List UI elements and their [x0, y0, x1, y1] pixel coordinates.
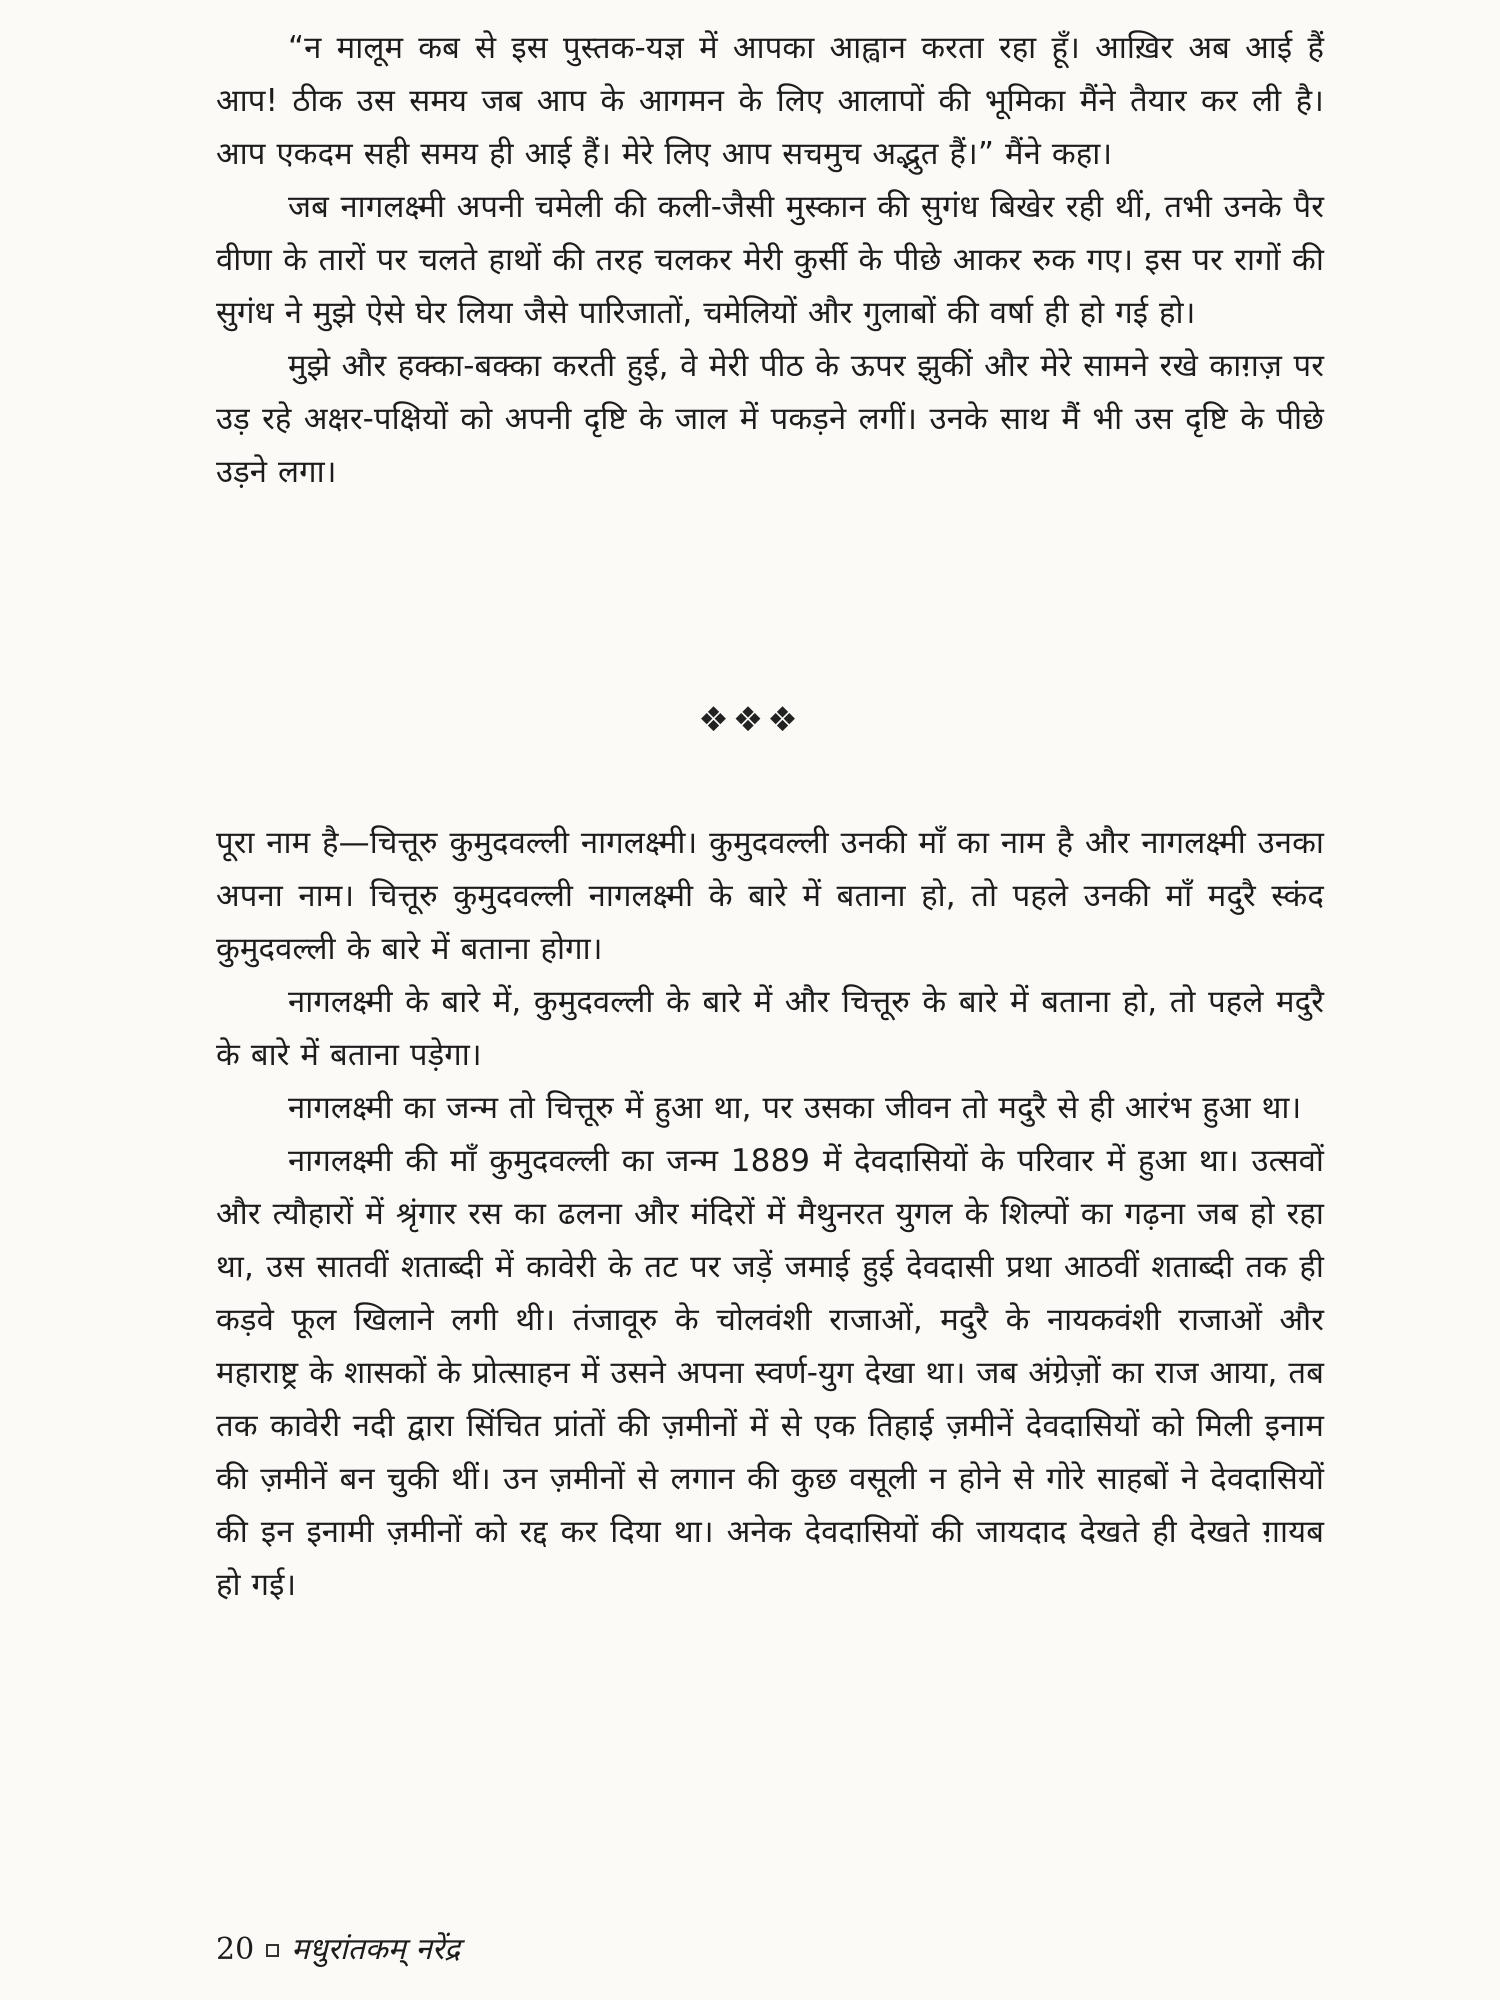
section-divider: ❖❖❖: [698, 700, 802, 740]
paragraph: नागलक्ष्मी के बारे में, कुमुदवल्ली के बारे में और चित्तूरु के बारे में बताना हो, तो पहले मदुरै के बारे में बताना पड़ेगा।: [216, 984, 1324, 1073]
square-marker-icon: [266, 1944, 279, 1957]
paragraph: “न मालूम कब से इस पुस्तक-यज्ञ में आपका आह्वान करता रहा हूँ। आख़िर अब आई हैं आप! ठीक उस समय जब आप के आगमन के लिए आलापों की भूमिका मैंने तैयार कर ली है। आप एकदम सही समय ही आई हैं। मेरे लिए आप सचमुच अद्भुत हैं।” मैंने कहा।: [216, 30, 1325, 172]
paragraph: नागलक्ष्मी की माँ कुमुदवल्ली का जन्म 1889 में देवदासियों के परिवार में हुआ था। उत्सवों और त्यौहारों में श्रृंगार रस का ढलना और मंदिरों में मैथुनरत युगल के शिल्पों का गढ़ना जब हो रहा था, उस सातवीं शताब्दी में कावेरी के तट पर जड़ें जमाई हुई देवदासी प्रथा आठवीं शताब्दी तक ही कड़वे फूल खिलाने लगी थी। तंजावूरु के चोलवंशी राजाओं, मदुरै के नायकवंशी राजाओं और महाराष्ट्र के शासकों के प्रोत्साहन में उसने अपना स्वर्ण-युग देखा था। जब अंग्रेज़ों का राज आया, तब तक कावेरी नदी द्वारा सिंचित प्रांतों की ज़मीनों में से एक तिहाई ज़मीनें देवदासियों को मिली इनाम की ज़मीनें बन चुकी थीं। उन ज़मीनों से लगान की कुछ वसूली न होने से गोरे साहबों ने देवदासियों की इन इनामी ज़मीनों को रद्द कर दिया था। अनेक देवदासियों की जायदाद देखते ही देखते ग़ायब हो गई।: [216, 1143, 1324, 1603]
section-one: [216, 22, 1324, 499]
paragraph: जब नागलक्ष्मी अपनी चमेली की कली-जैसी मुस्कान की सुगंध बिखेर रही थीं, तभी उनके पैर वीणा के तारों पर चलते हाथों की तरह चलकर मेरी कुर्सी के पीछे आकर रुक गए। इस पर रागों की सुगंध ने मुझे ऐसे घेर लिया जैसे पारिजातों, चमेलियों और गुलाबों की वर्षा ही हो गई हो।: [216, 189, 1324, 331]
page-footer: [216, 1930, 460, 1970]
section-two: [216, 817, 1324, 1612]
paragraph: पूरा नाम है—चित्तूरु कुमुदवल्ली नागलक्ष्मी। कुमुदवल्ली उनकी माँ का नाम है और नागलक्ष्मी उनका अपना नाम। चित्तूरु कुमुदवल्ली नागलक्ष्मी के बारे में बताना हो, तो पहले उनकी माँ मदुरै स्कंद कुमुदवल्ली के बारे में बताना होगा।: [216, 825, 1324, 967]
paragraph: नागलक्ष्मी का जन्म तो चित्तूरु में हुआ था, पर उसका जीवन तो मदुरै से ही आरंभ हुआ था।: [288, 1090, 1302, 1126]
page-number: 20: [216, 1932, 255, 1967]
running-title: मधुरांतकम् नरेंद्र: [291, 1932, 461, 1967]
paragraph: मुझे और हक्का-बक्का करती हुई, वे मेरी पीठ के ऊपर झुकीं और मेरे सामने रखे काग़ज़ पर उड़ रहे अक्षर-पक्षियों को अपनी दृष्टि के जाल में पकड़ने लगीं। उनके साथ मैं भी उस दृष्टि के पीछे उड़ने लगा।: [216, 348, 1324, 490]
